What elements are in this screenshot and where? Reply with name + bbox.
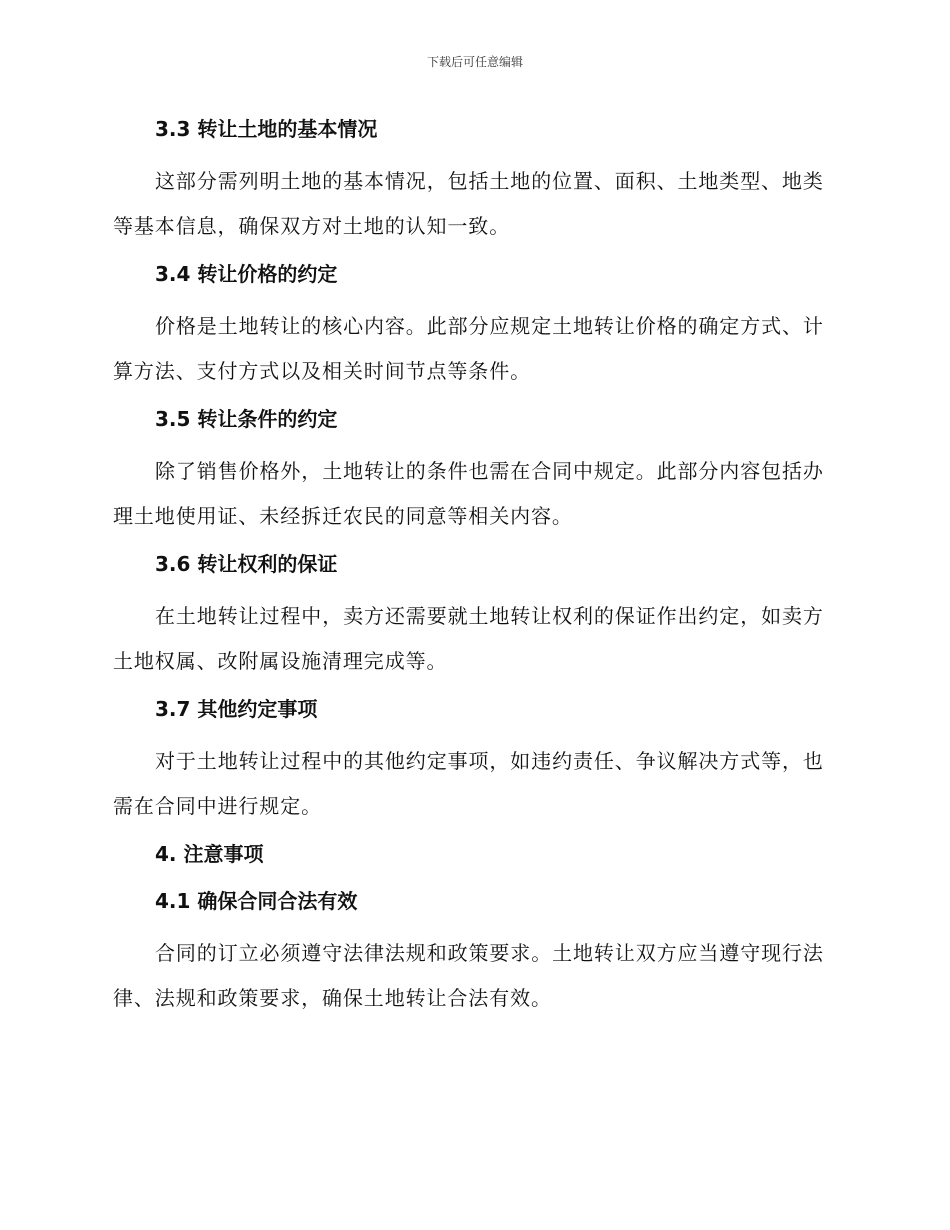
section-heading: 3.3 转让土地的基本情况 xyxy=(155,117,378,141)
section-heading: 3.7 其他约定事项 xyxy=(155,697,318,721)
header-note: 下载后可任意编辑 xyxy=(426,55,523,69)
section-paragraph: 在土地转让过程中，卖方还需要就土地转让权利的保证作出约定，如卖方土地权属、改附属设施清理完成等。 xyxy=(113,604,824,673)
section-3-6 xyxy=(113,547,833,692)
section-3-7 xyxy=(113,692,833,837)
section-heading: 3.5 转让条件的约定 xyxy=(155,407,338,431)
section-3-5 xyxy=(113,402,833,547)
document-body xyxy=(113,112,833,1021)
section-paragraph: 除了销售价格外，土地转让的条件也需在合同中规定。此部分内容包括办理土地使用证、未经拆迁农民的同意等相关内容。 xyxy=(113,459,824,528)
section-paragraph: 这部分需列明土地的基本情况，包括土地的位置、面积、土地类型、地类等基本信息，确保双方对土地的认知一致。 xyxy=(113,169,824,238)
section-heading: 3.4 转让价格的约定 xyxy=(155,262,338,286)
section-paragraph: 合同的订立必须遵守法律法规和政策要求。土地转让双方应当遵守现行法律、法规和政策要求，确保土地转让合法有效。 xyxy=(113,941,824,1010)
chapter-heading: 4. 注意事项 xyxy=(155,842,264,866)
section-3-3 xyxy=(113,112,833,257)
section-4-1 xyxy=(113,884,833,1021)
section-heading: 3.6 转让权利的保证 xyxy=(155,552,338,576)
chapter-4 xyxy=(113,837,833,884)
section-paragraph: 对于土地转让过程中的其他约定事项，如违约责任、争议解决方式等，也需在合同中进行规定。 xyxy=(113,749,824,818)
section-heading: 4.1 确保合同合法有效 xyxy=(155,889,358,913)
section-3-4 xyxy=(113,257,833,402)
section-paragraph: 价格是土地转让的核心内容。此部分应规定土地转让价格的确定方式、计算方法、支付方式以及相关时间节点等条件。 xyxy=(113,314,824,383)
